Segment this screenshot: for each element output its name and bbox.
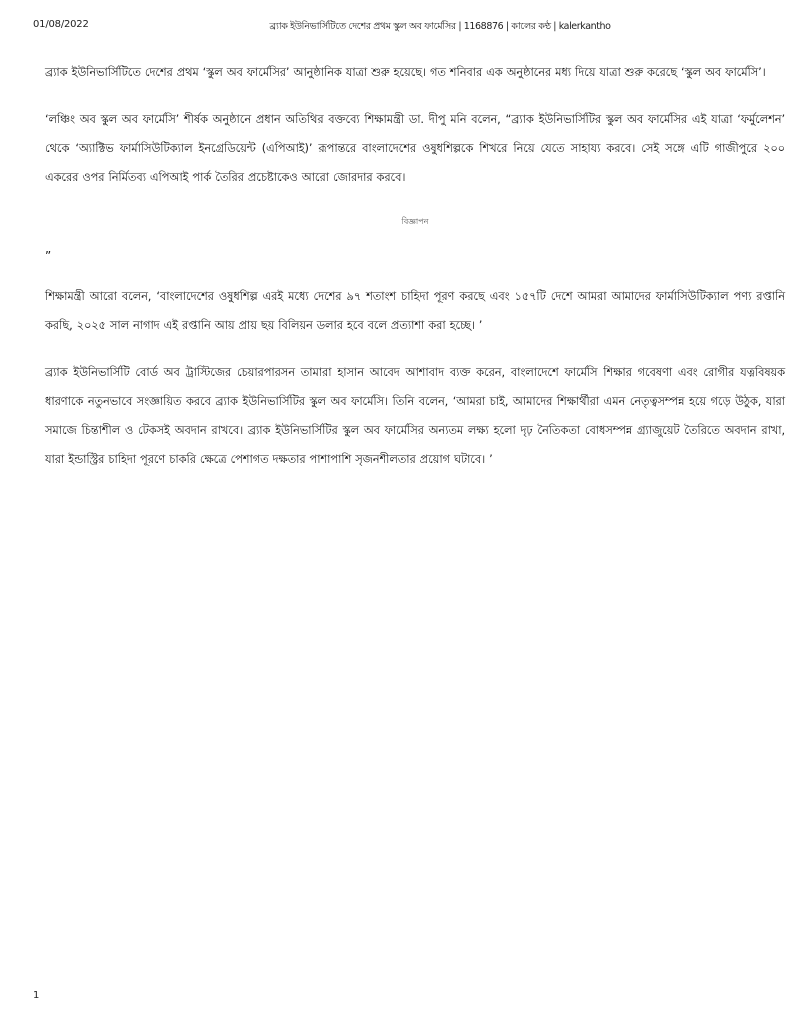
quote-mark: ” [45,249,52,263]
print-page-title: ব্র্যাক ইউনিভার্সিটিতে দেশের প্রথম স্কুল অব ফার্মেসির | 1168876 | কালের কণ্ঠ | kalerkantho [269,21,611,32]
article-paragraph: ব্র্যাক ইউনিভার্সিটিতে দেশের প্রথম ‘স্কুল অব ফার্মেসির’ আনুষ্ঠানিক যাত্রা শুরু হয়েছে। গত শনিবার এক অনুষ্ঠানের মধ্য দিয়ে যাত্রা শুরু করেছে ‘স্কুল অব ফার্মেসি’। [45,65,766,79]
page-number: 1 [33,990,40,1001]
article-body [45,58,785,474]
article-paragraph: ব্র্যাক ইউনিভার্সিটি বোর্ড অব ট্রাস্টিজের চেয়ারপারসন তামারা হাসান আবেদ আশাবাদ ব্যক্ত করেন, বাংলাদেশে ফার্মেসি শিক্ষার গবেষণা এবং রোগীর যত্নবিষয়ক ধারণাকে নতুনভাবে সংজ্ঞায়িত করবে ব্র্যাক ইউনিভার্সিটির স্কুল অব ফার্মেসি। তিনি বলেন, ‘আমরা চাই, আমাদের শিক্ষার্থীরা এমন নেতৃত্বসম্পন্ন হয়ে গড়ে উঠুক, যারা সমাজে চিন্তাশীল ও টেকসই অবদান রাখবে। ব্র্যাক ইউনিভার্সিটির স্কুল অব ফার্মেসির অন্যতম লক্ষ্য হলো দৃঢ় নৈতিকতা বোধসম্পন্ন গ্র্যাজুয়েট তৈরিতে অবদান রাখা, যারা ইন্ডাস্ট্রির চাহিদা পূরণে চাকরি ক্ষেত্রে পেশাগত দক্ষতার পাশাপাশি সৃজনশীলতার প্রয়োগ ঘটাবে। ’ [45,365,785,466]
print-date: 01/08/2022 [33,19,89,30]
article-paragraph: শিক্ষামন্ত্রী আরো বলেন, ‘বাংলাদেশের ওষুধশিল্প এরই মধ্যে দেশের ৯৭ শতাংশ চাহিদা পূরণ করছে এবং ১৫৭টি দেশে আমরা আমাদের ফার্মাসিউটিক্যাল পণ্য রপ্তানি করছি, ২০২৫ সাল নাগাদ এই রপ্তানি আয় প্রায় ছয় বিলিয়ন ডলার হবে বলে প্রত্যাশা করা হচ্ছে। ’ [45,289,785,332]
advertisement-label: বিজ্ঞাপন [401,217,429,226]
article-paragraph: ‘লঞ্চিং অব স্কুল অব ফার্মেসি’ শীর্ষক অনুষ্ঠানে প্রধান অতিথির বক্তব্যে শিক্ষামন্ত্রী ডা. দীপু মনি বলেন, “ব্র্যাক ইউনিভার্সিটির স্কুল অব ফার্মেসির এই যাত্রা ‘ফর্মুলেশন’ থেকে ‘অ্যাক্টিভ ফার্মাসিউটিক্যাল ইনগ্রেডিয়েন্ট (এপিআই)’ রূপান্তরে বাংলাদেশের ওষুধশিল্পকে শিখরে নিয়ে যেতে সাহায্য করবে। সেই সঙ্গে এটি গাজীপুরে ২০০ একরের ওপর নির্মিতব্য এপিআই পার্ক তৈরির প্রচেষ্টাকেও আরো জোরদার করবে। [45,112,785,184]
